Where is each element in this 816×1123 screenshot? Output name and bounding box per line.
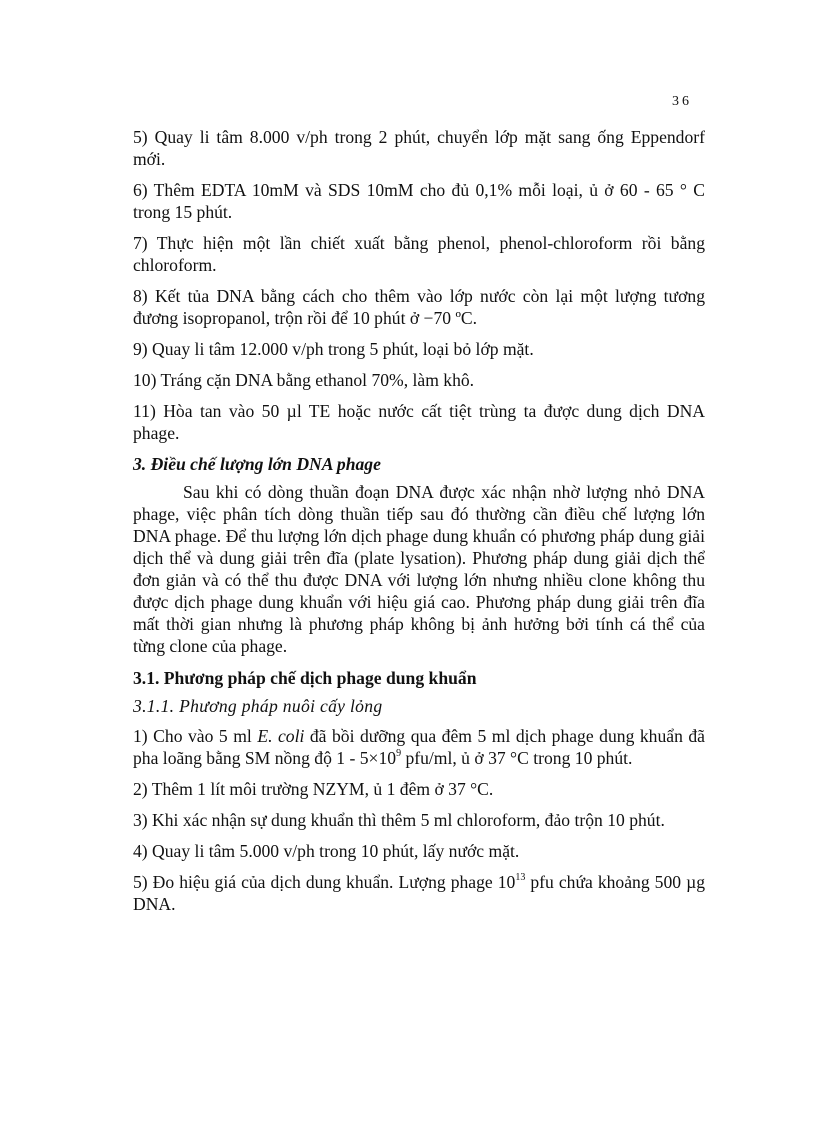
page-number: 36 xyxy=(672,94,692,109)
step-5-centrifuge: 5) Quay li tâm 8.000 v/ph trong 2 phút, chuyển lớp mặt sang ống Eppendorf mới. xyxy=(133,127,705,169)
liquid-step-1-middle: đã bồi dưỡng qua đêm 5 ml dịch phage dung khuẩn đã pha loãng bằng SM nồng độ 1 - 5×10 xyxy=(133,726,705,768)
step-7-extraction: 7) Thực hiện một lần chiết xuất bằng phenol, phenol-chloroform rồi bằng chloroform. xyxy=(133,233,705,275)
liquid-step-2: 2) Thêm 1 lít môi trường NZYM, ủ 1 đêm ở 37 °C. xyxy=(133,779,494,799)
section-3-heading: 3. Điều chế lượng lớn DNA phage xyxy=(133,454,381,474)
document-body xyxy=(133,126,705,924)
step-10-wash: 10) Tráng cặn DNA bằng ethanol 70%, làm khô. xyxy=(133,370,475,390)
step-11-dissolve: 11) Hòa tan vào 50 µl TE hoặc nước cất tiệt trùng ta được dung dịch DNA phage. xyxy=(133,401,705,443)
step-8-precipitate: 8) Kết tủa DNA bằng cách cho thêm vào lớp nước còn lại một lượng tương đương isopropanol, trộn rồi để 10 phút ở −70 ºC. xyxy=(133,286,705,328)
species-name: E. coli xyxy=(257,726,305,746)
liquid-step-1-before: 1) Cho vào 5 ml xyxy=(133,726,258,746)
section-3-1-1-heading: 3.1.1. Phương pháp nuôi cấy lỏng xyxy=(133,696,383,716)
section-3-paragraph: Sau khi có dòng thuần đoạn DNA được xác nhận nhờ lượng nhỏ DNA phage, việc phân tích dòng thuần tiếp sau đó thường cần điều chế lượng lớn DNA phage. Để thu lượng lớn dịch phage dung khuẩn có phương pháp dung giải dịch thể và dung giải trên đĩa (plate lysation). Phương pháp dung giải dịch thể đơn giản và có thể thu được DNA với lượng lớn nhưng nhiều clone không thu được dịch phage dung khuẩn với hiệu giá cao. Phương pháp dung giải trên đĩa mất thời gian nhưng là phương pháp không bị ảnh hưởng bởi tính cá thể của từng clone của phage. xyxy=(133,482,705,656)
liquid-step-4: 4) Quay li tâm 5.000 v/ph trong 10 phút, lấy nước mặt. xyxy=(133,841,520,861)
liquid-step-1-after: pfu/ml, ủ ở 37 °C trong 10 phút. xyxy=(401,748,633,768)
liquid-step-3: 3) Khi xác nhận sự dung khuẩn thì thêm 5 ml chloroform, đảo trộn 10 phút. xyxy=(133,810,665,830)
liquid-step-5-after: pfu chứa khoảng 500 µg DNA. xyxy=(133,872,706,914)
liquid-step-1 xyxy=(133,725,705,769)
step-6-edta-sds: 6) Thêm EDTA 10mM và SDS 10mM cho đủ 0,1% mỗi loại, ủ ở 60 - 65 ° C trong 15 phút. xyxy=(133,180,705,222)
step-9-centrifuge: 9) Quay li tâm 12.000 v/ph trong 5 phút, loại bỏ lớp mặt. xyxy=(133,339,534,359)
exponent-13: 13 xyxy=(515,872,526,884)
liquid-step-5 xyxy=(133,871,705,915)
exponent-9: 9 xyxy=(396,748,402,760)
section-3-1-heading: 3.1. Phương pháp chế dịch phage dung khuẩn xyxy=(133,668,477,688)
liquid-step-5-before: 5) Đo hiệu giá của dịch dung khuẩn. Lượng phage 10 xyxy=(133,872,516,892)
